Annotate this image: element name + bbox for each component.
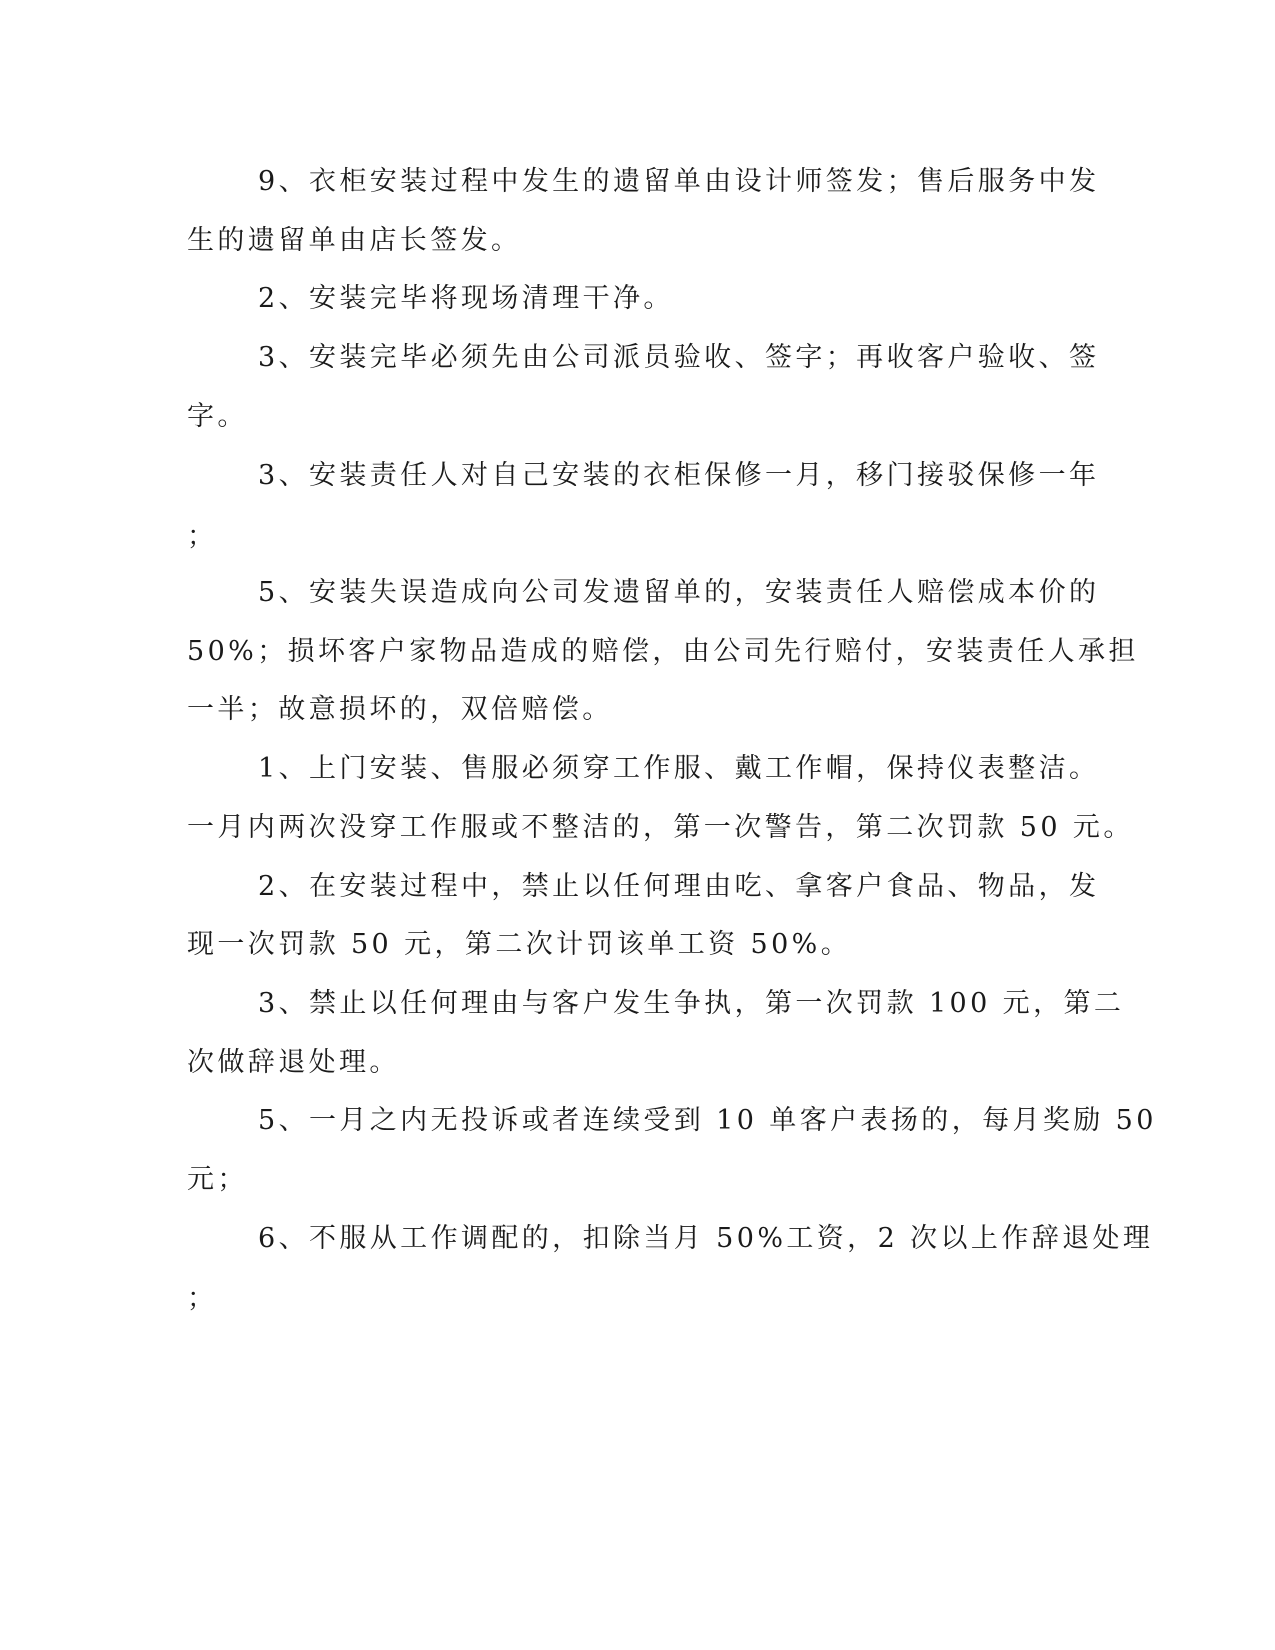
- paragraph-line: 一月内两次没穿工作服或不整洁的，第一次警告，第二次罚款 50 元。: [187, 812, 1134, 843]
- paragraph-line: ；: [187, 1283, 218, 1314]
- paragraph-line: ；: [187, 521, 218, 552]
- paragraph-line: 3、安装责任人对自己安装的衣柜保修一月，移门接驳保修一年: [258, 460, 1100, 491]
- paragraph-line: 9、衣柜安装过程中发生的遗留单由设计师签发；售后服务中发: [258, 166, 1100, 197]
- paragraph-line: 现一次罚款 50 元，第二次计罚该单工资 50%。: [187, 929, 852, 960]
- paragraph-line: 2、在安装过程中，禁止以任何理由吃、拿客户食品、物品，发: [258, 871, 1100, 902]
- paragraph-line: 6、不服从工作调配的，扣除当月 50%工资，2 次以上作辞退处理: [258, 1223, 1154, 1254]
- paragraph-line: 2、安装完毕将现场清理干净。: [258, 283, 674, 314]
- paragraph-line: 次做辞退处理。: [187, 1047, 400, 1078]
- paragraph-line: 元；: [187, 1164, 248, 1195]
- paragraph-line: 50%；损坏客户家物品造成的赔偿，由公司先行赔付，安装责任人承担: [187, 636, 1139, 667]
- paragraph-line: 一半；故意损坏的，双倍赔偿。: [187, 694, 613, 725]
- paragraph-line: 5、安装失误造成向公司发遗留单的，安装责任人赔偿成本价的: [258, 577, 1100, 608]
- paragraph-line: 3、禁止以任何理由与客户发生争执，第一次罚款 100 元，第二: [258, 988, 1125, 1019]
- paragraph-line: 生的遗留单由店长签发。: [187, 225, 522, 256]
- paragraph-line: 1、上门安装、售服必须穿工作服、戴工作帽，保持仪表整洁。: [258, 753, 1100, 784]
- paragraph-line: 字。: [187, 401, 248, 432]
- paragraph-line: 5、一月之内无投诉或者连续受到 10 单客户表扬的，每月奖励 50: [258, 1105, 1157, 1136]
- paragraph-line: 3、安装完毕必须先由公司派员验收、签字；再收客户验收、签: [258, 342, 1100, 373]
